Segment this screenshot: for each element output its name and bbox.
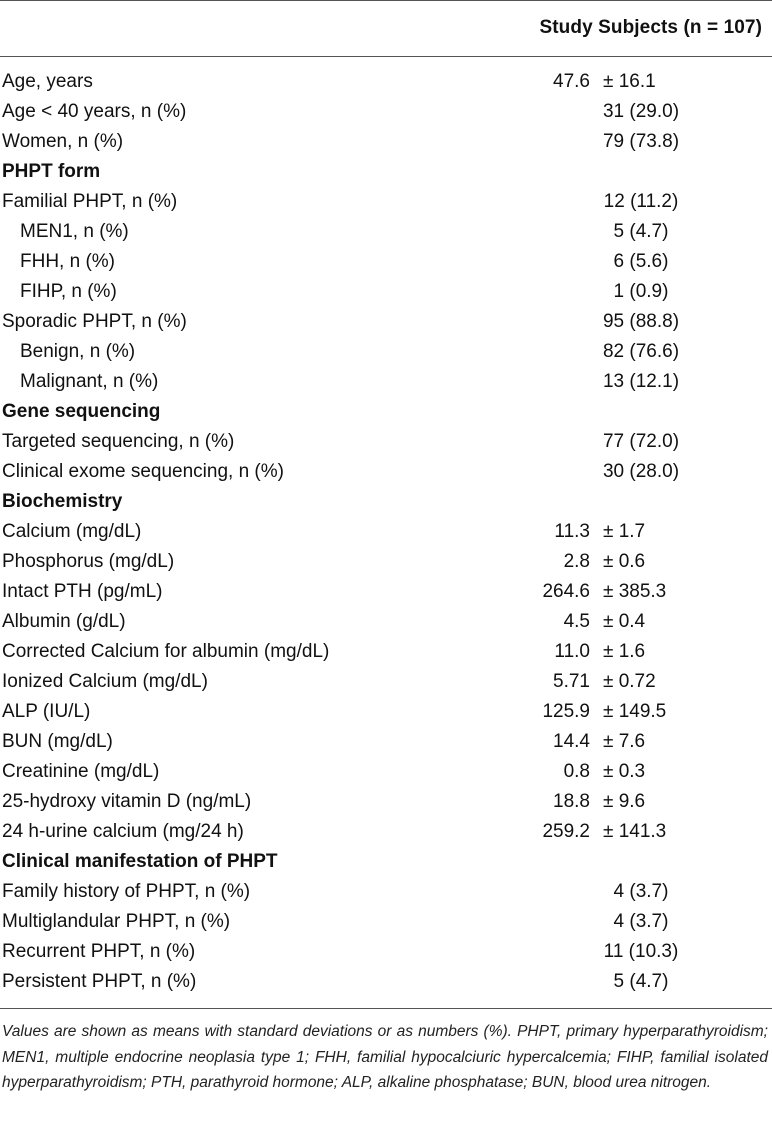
row-mean: 11.3 — [554, 521, 590, 542]
section-heading-row — [0, 157, 772, 187]
table-row — [0, 697, 772, 727]
row-sd: ± 0.72 — [603, 671, 656, 692]
table-row — [0, 187, 772, 217]
table-row — [0, 427, 772, 457]
table-row — [0, 337, 772, 367]
table-row — [0, 817, 772, 847]
row-label: Age < 40 years, n (%) — [2, 101, 187, 122]
row-value: 82 (76.6) — [602, 341, 680, 362]
row-label: BUN (mg/dL) — [2, 731, 113, 752]
table-row — [0, 97, 772, 127]
row-label: Sporadic PHPT, n (%) — [2, 311, 187, 332]
section-heading: Gene sequencing — [2, 401, 161, 422]
row-sd: ± 7.6 — [603, 731, 646, 752]
row-sd: ± 149.5 — [603, 701, 667, 722]
column-header: Study Subjects (n = 107) — [539, 17, 762, 38]
row-label: Phosphorus (mg/dL) — [2, 551, 175, 572]
row-label: Corrected Calcium for albumin (mg/dL) — [2, 641, 330, 662]
table-row — [0, 67, 772, 97]
row-label: Women, n (%) — [2, 131, 124, 152]
section-heading-row — [0, 847, 772, 877]
row-mean: 18.8 — [553, 791, 590, 812]
bottom-rule — [0, 1008, 772, 1009]
row-label: FHH, n (%) — [20, 251, 115, 272]
row-value: 11 (10.3) — [603, 941, 679, 962]
row-value: 5 (4.7) — [613, 971, 669, 992]
table-row — [0, 307, 772, 337]
row-label: Persistent PHPT, n (%) — [2, 971, 197, 992]
table-row — [0, 727, 772, 757]
table-row — [0, 247, 772, 277]
row-mean: 0.8 — [563, 761, 590, 782]
row-label: FIHP, n (%) — [20, 281, 117, 302]
row-label: Targeted sequencing, n (%) — [2, 431, 235, 452]
row-sd: ± 9.6 — [603, 791, 646, 812]
row-sd: ± 16.1 — [603, 71, 656, 92]
table-row — [0, 937, 772, 967]
section-heading-row — [0, 397, 772, 427]
table-row — [0, 367, 772, 397]
header-rule — [0, 56, 772, 57]
row-sd: ± 0.3 — [603, 761, 646, 782]
row-sd: ± 385.3 — [603, 581, 667, 602]
row-label: 25-hydroxy vitamin D (ng/mL) — [2, 791, 252, 812]
row-label: Family history of PHPT, n (%) — [2, 881, 251, 902]
table-row — [0, 547, 772, 577]
table-row — [0, 517, 772, 547]
table-row — [0, 217, 772, 247]
table-row — [0, 127, 772, 157]
table-row — [0, 757, 772, 787]
table-row — [0, 607, 772, 637]
row-sd: ± 1.7 — [603, 521, 646, 542]
table-row — [0, 277, 772, 307]
row-mean: 5.71 — [553, 671, 590, 692]
row-sd: ± 1.6 — [603, 641, 646, 662]
row-value: 4 (3.7) — [613, 911, 669, 932]
row-label: Benign, n (%) — [20, 341, 136, 362]
row-label: Intact PTH (pg/mL) — [2, 581, 163, 602]
row-value: 79 (73.8) — [602, 131, 680, 152]
table-row — [0, 637, 772, 667]
table-row — [0, 907, 772, 937]
row-label: ALP (IU/L) — [2, 701, 91, 722]
table-row — [0, 667, 772, 697]
table-row — [0, 457, 772, 487]
row-value: 30 (28.0) — [602, 461, 680, 482]
row-value: 13 (12.1) — [602, 371, 680, 392]
row-mean: 11.0 — [554, 641, 590, 662]
row-label: Recurrent PHPT, n (%) — [2, 941, 196, 962]
row-value: 1 (0.9) — [613, 281, 669, 302]
row-sd: ± 0.6 — [603, 551, 646, 572]
row-label: Creatinine (mg/dL) — [2, 761, 160, 782]
row-label: Calcium (mg/dL) — [2, 521, 142, 542]
row-value: 31 (29.0) — [602, 101, 680, 122]
row-label: 24 h-urine calcium (mg/24 h) — [2, 821, 244, 842]
row-value: 6 (5.6) — [613, 251, 669, 272]
row-label: MEN1, n (%) — [20, 221, 129, 242]
row-value: 4 (3.7) — [613, 881, 669, 902]
row-mean: 2.8 — [563, 551, 590, 572]
section-heading-row — [0, 487, 772, 517]
table-row — [0, 877, 772, 907]
row-value: 77 (72.0) — [602, 431, 680, 452]
table-body — [0, 67, 772, 997]
table-row — [0, 787, 772, 817]
table-row — [0, 577, 772, 607]
row-mean: 264.6 — [542, 581, 590, 602]
row-mean: 14.4 — [553, 731, 590, 752]
row-sd: ± 0.4 — [603, 611, 646, 632]
row-label: Multiglandular PHPT, n (%) — [2, 911, 231, 932]
row-mean: 259.2 — [542, 821, 590, 842]
row-label: Ionized Calcium (mg/dL) — [2, 671, 208, 692]
row-label: Age, years — [2, 71, 93, 92]
section-heading: PHPT form — [2, 161, 101, 182]
row-value: 5 (4.7) — [613, 221, 669, 242]
row-label: Clinical exome sequencing, n (%) — [2, 461, 284, 482]
section-heading: Clinical manifestation of PHPT — [2, 851, 278, 872]
section-heading: Biochemistry — [2, 491, 123, 512]
row-label: Albumin (g/dL) — [2, 611, 126, 632]
row-value: 95 (88.8) — [602, 311, 680, 332]
row-value: 12 (11.2) — [603, 191, 679, 212]
row-sd: ± 141.3 — [603, 821, 667, 842]
table-footnote: Values are shown as means with standard deviations or as numbers (%). PHPT, primary hyperparathyroidism; MEN1, multiple endocrine neoplasia type 1; FHH, familial hypocalciuric hypercalcemia; FIHP, familial isolated hyperparathyroidism; PTH, parathyroid hormone; ALP, alkaline phosphatase; BUN, blood urea nitrogen. — [2, 1023, 768, 1091]
row-label: Malignant, n (%) — [20, 371, 159, 392]
row-mean: 125.9 — [542, 701, 590, 722]
row-label: Familial PHPT, n (%) — [2, 191, 178, 212]
row-mean: 47.6 — [553, 71, 590, 92]
table-row — [0, 967, 772, 997]
row-mean: 4.5 — [563, 611, 590, 632]
